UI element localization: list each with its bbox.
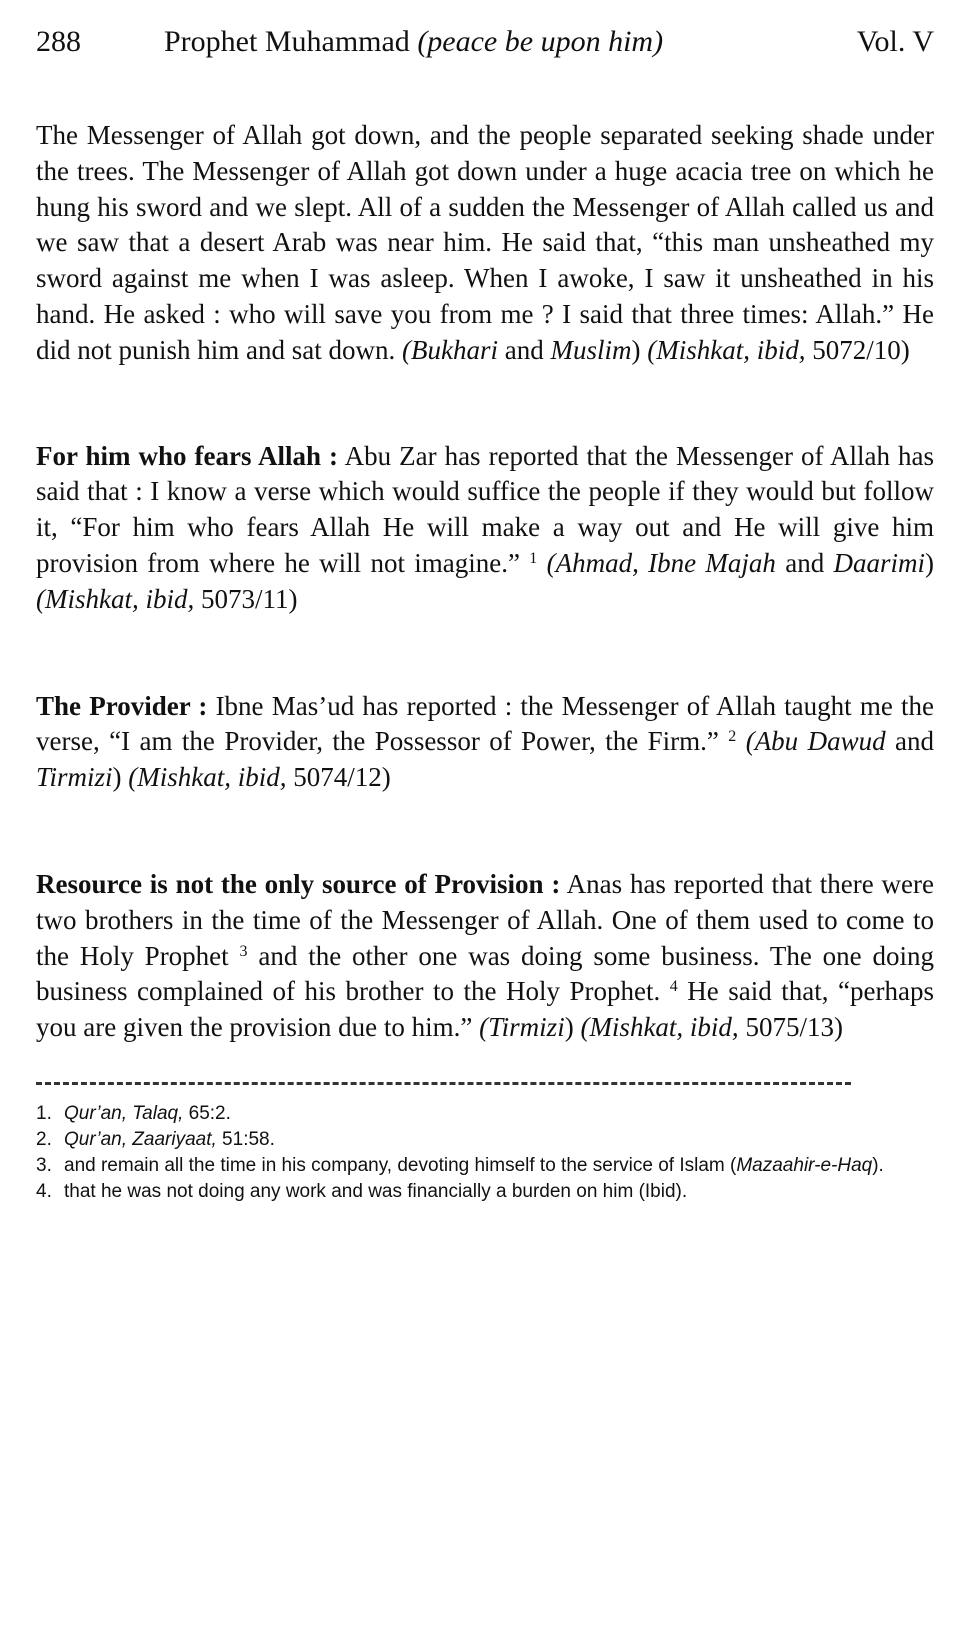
footnote-close: ). [872,1154,884,1176]
paragraph-text: Abu Zar has reported that the Messenger of Allah has said that : I know a verse which would suffice the people if they would but follow it, “For him who fears Allah He will make a way out and He will give him provision from where he will not imagine.” [36,440,935,578]
source-connector: and [497,334,551,365]
reference-number: 5072/10) [805,334,910,365]
reference-number: 5073/11) [194,583,298,614]
footnote-separator [36,1082,851,1085]
footnote-body: and remain all the time in his company, devoting himself to the service of Islam ( [64,1154,737,1176]
footnote-item [36,1179,934,1205]
paragraph-sword-incident [36,118,934,369]
reference-number: 5074/12) [286,762,391,793]
footnotes [36,1101,934,1205]
footnote-verse: 51:58. [216,1128,275,1150]
source-bukhari: (Bukhari [402,334,498,365]
reference-mishkat: (Mishkat, ibid, [128,762,287,793]
reference-mishkat: (Mishkat, ibid, [580,1012,739,1043]
page-header [36,22,934,66]
paragraph-text: He said that, “perhaps you are given the provision due to him.” [36,976,934,1043]
source-ahmad-ibne-majah: (Ahmad, Ibne Majah [537,547,776,578]
running-title-honorific: (peace be upon him) [417,25,664,58]
paragraph-resource-provision [36,867,934,1046]
paragraph-text: The Messenger of Allah got down, and the people separated seeking shade under the trees. The Messenger of Allah got down under a huge acacia tree on which he hung his sword and we slept. All of a sudden the Messenger of Allah called us and we saw that a desert Arab was near him. He said that, “this man unsheathed my sword against me when I was asleep. When I awoke, I saw it unsheathed in his hand. He asked : who will save you from me ? I said that three times: Allah.” He did not punish him and sat down. [36,120,934,365]
running-title [164,22,828,62]
reference-mishkat: (Mishkat, ibid, [36,583,195,614]
source-tirmizi: Tirmizi [36,762,113,793]
footnote-verse: 65:2. [183,1102,231,1124]
footnote-citation: Qur’an, Zaariyaat, [64,1128,217,1150]
paragraph-text: Ibne Mas’ud has reported : the Messenger of Allah taught me the verse, “I am the Provider, the Possessor of Power, the Firm.” [36,690,934,757]
paragraph-heading: The Provider : [36,690,208,721]
source-close: ) [631,334,648,365]
paragraph-text: Anas has reported that there were two brothers in the time of the Messenger of Allah. One of them used to come to the Holy Prophet [36,868,934,971]
paragraph-the-provider [36,689,934,796]
paragraph-heading: Resource is not the only source of Provision : [36,868,561,899]
paragraph-heading: For him who fears Allah : [36,440,339,471]
footnote-text [64,1153,924,1179]
footnote-item [36,1153,934,1179]
source-daarimi: Daarimi [833,547,926,578]
footnote-citation: Qur’an, Talaq, [64,1102,184,1124]
source-connector: and [775,547,834,578]
paragraph-fears-allah [36,439,934,618]
footnote-marker: 2 [728,728,737,746]
paragraph-text: and the other one was doing some business. The one doing business complained of his brother to the Holy Prophet. [36,940,934,1007]
running-title-main: Prophet Muhammad [164,25,410,58]
source-muslim: Muslim [550,334,632,365]
reference-mishkat: (Mishkat, ibid, [647,334,806,365]
footnote-number: 3. [36,1154,52,1176]
source-tirmizi: (Tirmizi [479,1012,565,1043]
footnote-text [64,1101,924,1127]
footnote-number: 4. [36,1180,52,1202]
footnote-item [36,1101,934,1127]
source-close: ) [112,762,129,793]
footnote-marker: 1 [529,549,538,567]
source-connector: and [885,726,935,757]
footnote-marker: 4 [669,978,678,996]
footnote-text [64,1127,924,1153]
source-close: ) [564,1012,581,1043]
page-number: 288 [36,25,81,58]
source-abu-dawud: (Abu Dawud [736,726,886,757]
reference-number: 5075/13) [738,1012,843,1043]
volume-label: Vol. V [856,25,934,58]
footnote-marker: 3 [239,942,248,960]
footnote-number: 1. [36,1102,52,1124]
footnote-number: 2. [36,1128,52,1150]
footnote-text: that he was not doing any work and was financially a burden on him (Ibid). [64,1180,688,1202]
footnote-item [36,1127,934,1153]
source-close: ) [925,547,935,578]
footnote-citation: Mazaahir-e-Haq [736,1154,873,1176]
